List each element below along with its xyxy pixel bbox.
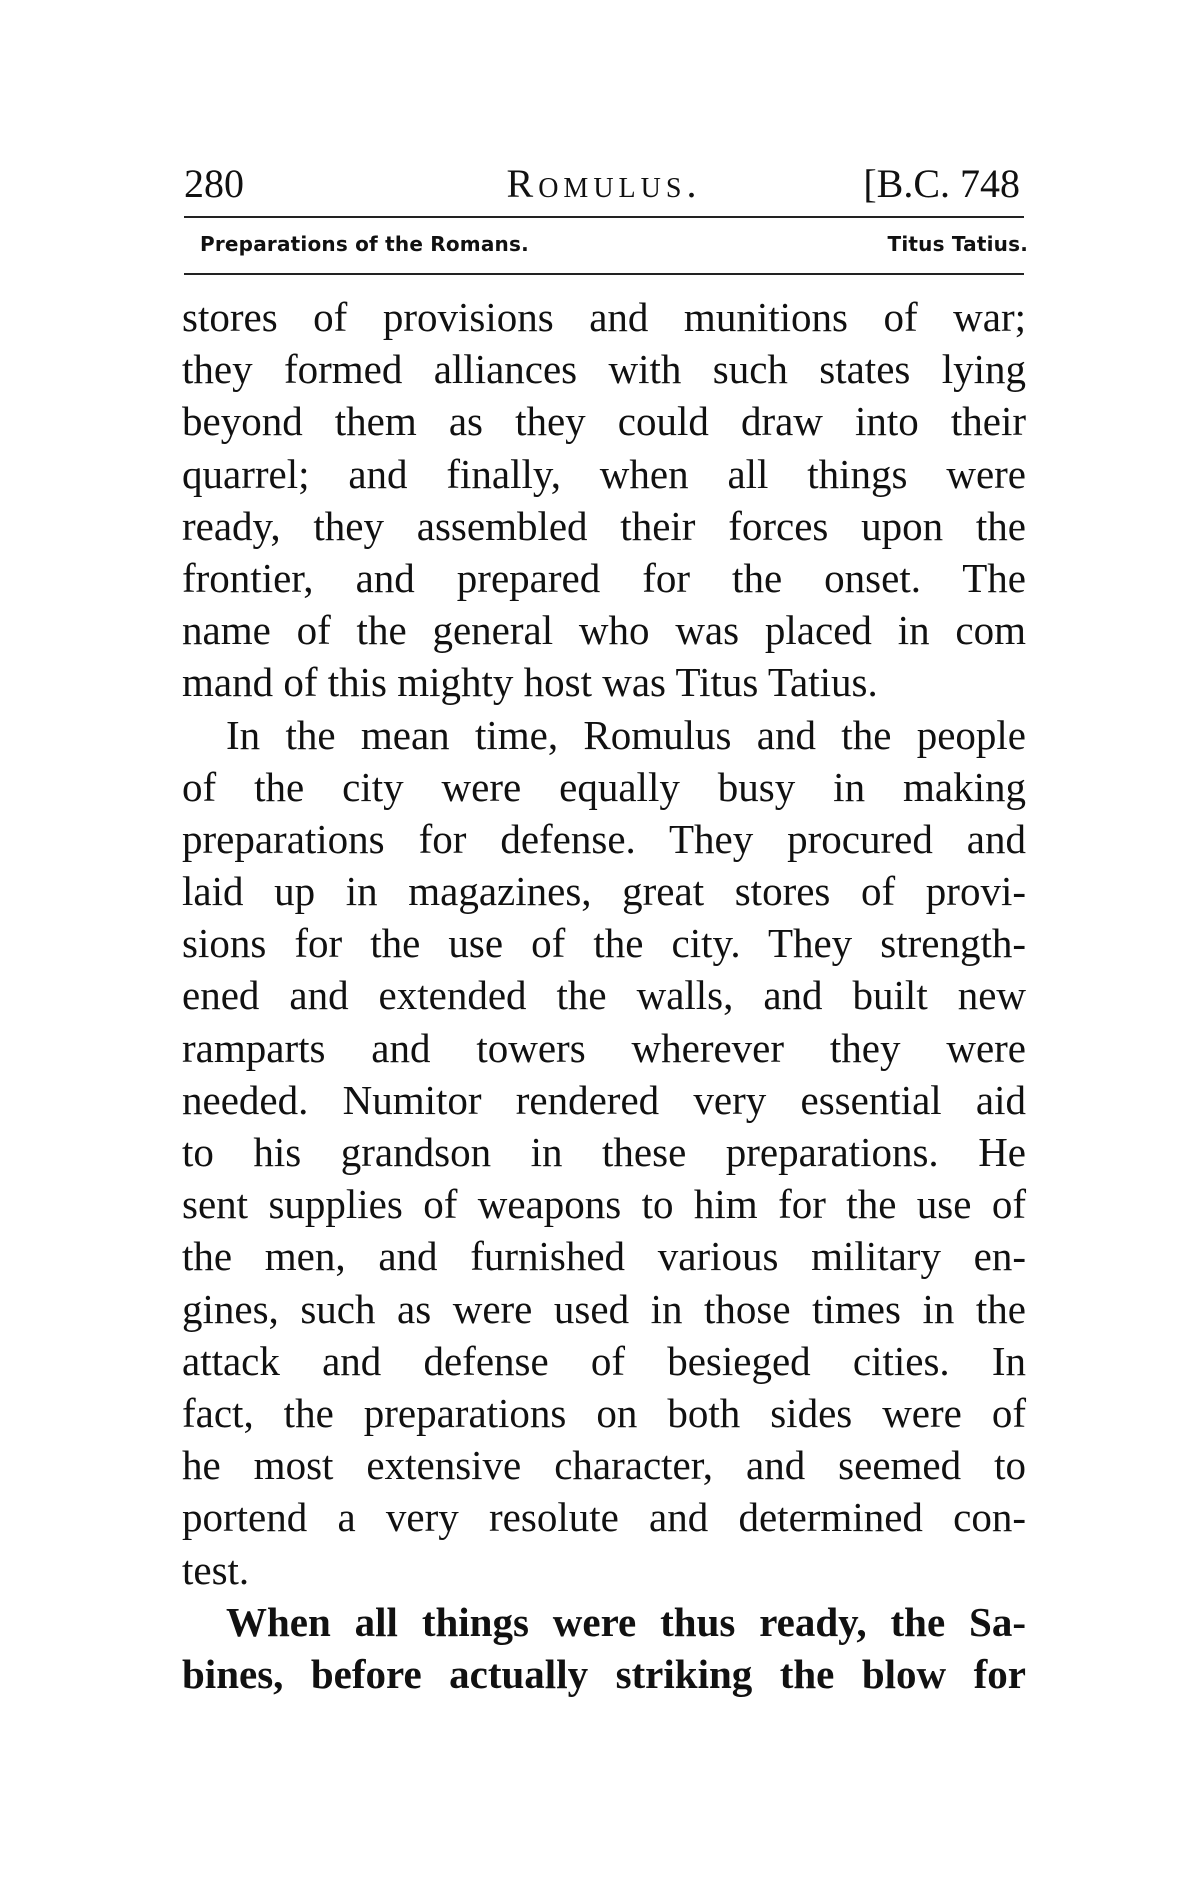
text-line: name of the general who was placed in com xyxy=(182,607,1026,654)
text-line: attack and defense of besieged cities. In xyxy=(182,1337,1026,1384)
text-line: portend a very resolute and determined con- xyxy=(182,1494,1026,1541)
book-title: Romulus. xyxy=(506,161,702,206)
running-head xyxy=(184,156,1024,212)
text-line: gines, such as were used in those times in the xyxy=(182,1285,1026,1332)
page-number: 280 xyxy=(184,161,244,206)
date-range: [B.C. 748 xyxy=(863,161,1020,206)
text-line: needed. Numitor rendered very essential aid xyxy=(182,1076,1026,1123)
text-line: beyond them as they could draw into their xyxy=(182,398,1026,445)
body-text xyxy=(182,291,1026,1700)
text-line: stores of provisions and munitions of war; xyxy=(182,294,1026,340)
text-line: test. xyxy=(182,1546,250,1593)
text-line: quarrel; and finally, when all things were xyxy=(182,450,1026,497)
paragraph-start-line: When all things were thus ready, the Sa- xyxy=(226,1598,1026,1645)
header-rule-top xyxy=(184,216,1024,218)
text-line: mand of this mighty host was Titus Tatius. xyxy=(182,659,878,706)
text-line: ened and extended the walls, and built new xyxy=(182,972,1026,1019)
topic-heading-left: Preparations of the Romans. xyxy=(200,232,529,256)
text-line: sent supplies of weapons to him for the use of xyxy=(182,1181,1026,1228)
text-line: they formed alliances with such states lying xyxy=(182,346,1026,393)
paragraph-start-line: In the mean time, Romulus and the people xyxy=(226,711,1026,758)
text-line: preparations for defense. They procured and xyxy=(182,815,1026,862)
text-line: laid up in magazines, great stores of provi- xyxy=(182,868,1026,915)
topic-heading-right: Titus Tatius. xyxy=(887,232,1028,256)
text-line: to his grandson in these preparations. He xyxy=(182,1129,1026,1175)
text-line: fact, the preparations on both sides were of xyxy=(182,1389,1026,1436)
text-line: frontier, and prepared for the onset. The xyxy=(182,554,1026,601)
text-line: the men, and furnished various military en- xyxy=(182,1233,1026,1280)
header-rule-bottom xyxy=(184,273,1024,275)
text-line: ramparts and towers wherever they were xyxy=(182,1024,1026,1071)
text-line: bines, before actually striking the blow for xyxy=(182,1650,1026,1697)
text-line: he most extensive character, and seemed to xyxy=(182,1442,1026,1489)
text-line: sions for the use of the city. They strength- xyxy=(182,920,1026,967)
text-line: ready, they assembled their forces upon the xyxy=(182,502,1026,549)
text-line: of the city were equally busy in making xyxy=(182,763,1026,810)
